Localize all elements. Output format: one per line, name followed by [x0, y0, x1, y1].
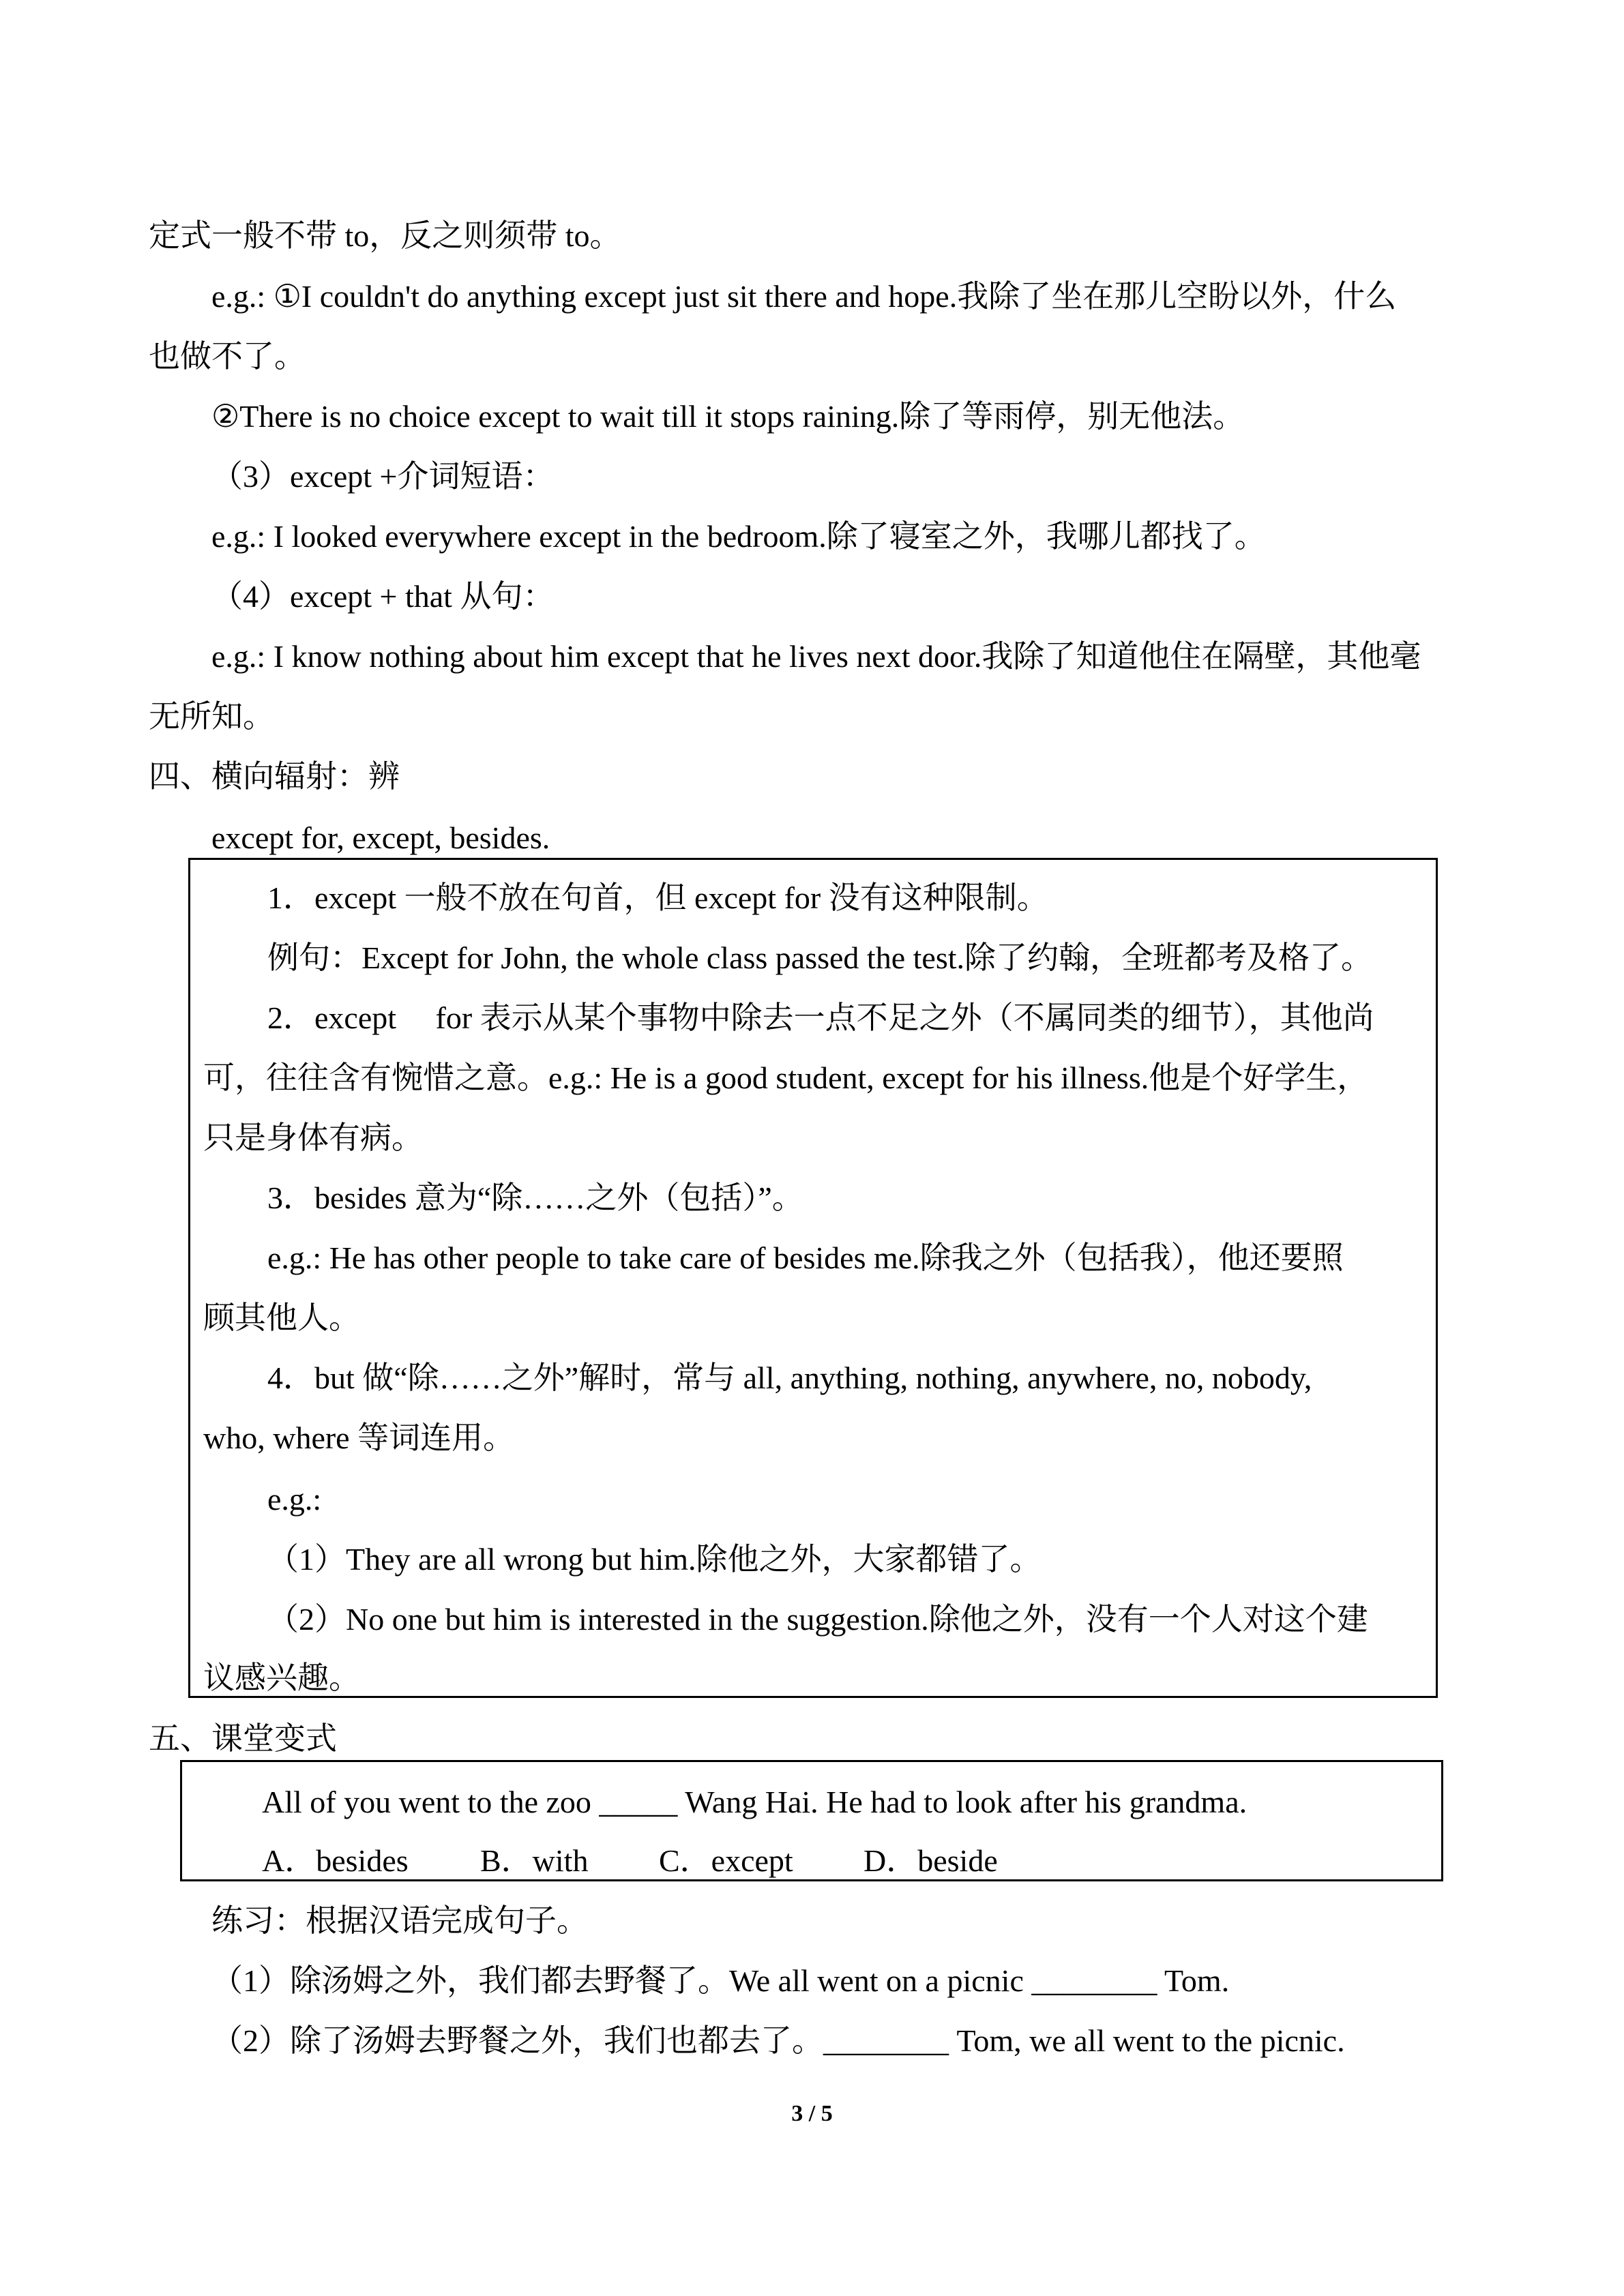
- option-b: B．with: [480, 1843, 589, 1878]
- option-d: D．beside: [863, 1843, 998, 1878]
- text-line: e.g.: ①I couldn't do anything except just sit there and hope.我除了坐在那儿空盼以外，什么: [211, 279, 1397, 314]
- section-subheading: except for, except, besides.: [211, 820, 550, 855]
- page-number: 3 / 5: [791, 2101, 833, 2126]
- box-line: 议感兴趣。: [203, 1660, 360, 1695]
- text-line: 也做不了。: [149, 339, 306, 374]
- exercise-options: [262, 1842, 998, 1880]
- text-line: ②There is no choice except to wait till it stops raining.除了等雨停，别无他法。: [211, 399, 1245, 434]
- box-line: （1）They are all wrong but him.除他之外，大家都错了。: [267, 1542, 1042, 1577]
- text-line: （3）except +介词短语：: [211, 459, 555, 494]
- text-line: 定式一般不带 to，反之则须带 to。: [149, 218, 621, 253]
- box-line: 4．but 做“除……之外”解时，常与 all, anything, nothing, anywhere, no, nobody,: [267, 1360, 1312, 1395]
- text-line: e.g.: I looked everywhere except in the bedroom.除了寝室之外，我哪儿都找了。: [211, 519, 1266, 554]
- box-line: 1．except 一般不放在句首，但 except for 没有这种限制。: [267, 880, 1048, 915]
- box-line: 可，往往含有惋惜之意。e.g.: He is a good student, except for his illness.他是个好学生，: [203, 1060, 1369, 1095]
- practice-title: 练习：根据汉语完成句子。: [211, 1903, 588, 1938]
- box-line: 只是身体有病。: [203, 1120, 423, 1155]
- box-line: 2．except for 表示从某个事物中除去一点不足之外（不属同类的细节），其他尚: [267, 1000, 1374, 1035]
- box-line: who, where 等词连用。: [203, 1420, 515, 1455]
- box-line: 顾其他人。: [203, 1300, 360, 1335]
- text-line: e.g.: I know nothing about him except that he lives next door.我除了知道他住在隔壁，其他毫: [211, 639, 1421, 674]
- text-line: （4）except + that 从句：: [211, 579, 555, 614]
- section-heading: 五、课堂变式: [149, 1721, 337, 1756]
- practice-question: （2）除了汤姆去野餐之外，我们也都去了。________ Tom, we all went to the picnic.: [211, 2023, 1345, 2058]
- box-line: （2）No one but him is interested in the suggestion.除他之外，没有一个人对这个建: [267, 1602, 1368, 1637]
- option-c: C．except: [659, 1843, 793, 1878]
- section-heading: 四、横向辐射：辨: [149, 759, 400, 794]
- box-line: e.g.:: [267, 1482, 322, 1517]
- box-line: 例句：Except for John, the whole class passed the test.除了约翰，全班都考及格了。: [267, 940, 1372, 975]
- exercise-question: All of you went to the zoo _____ Wang Hai. He had to look after his grandma.: [262, 1785, 1247, 1819]
- option-a: A．besides: [262, 1843, 409, 1878]
- practice-question: （1）除汤姆之外，我们都去野餐了。We all went on a picnic ________ Tom.: [211, 1963, 1230, 1998]
- text-line: 无所知。: [149, 699, 274, 734]
- box-line: e.g.: He has other people to take care of besides me.除我之外（包括我），他还要照: [267, 1240, 1344, 1275]
- box-line: 3．besides 意为“除……之外（包括）”。: [267, 1180, 803, 1215]
